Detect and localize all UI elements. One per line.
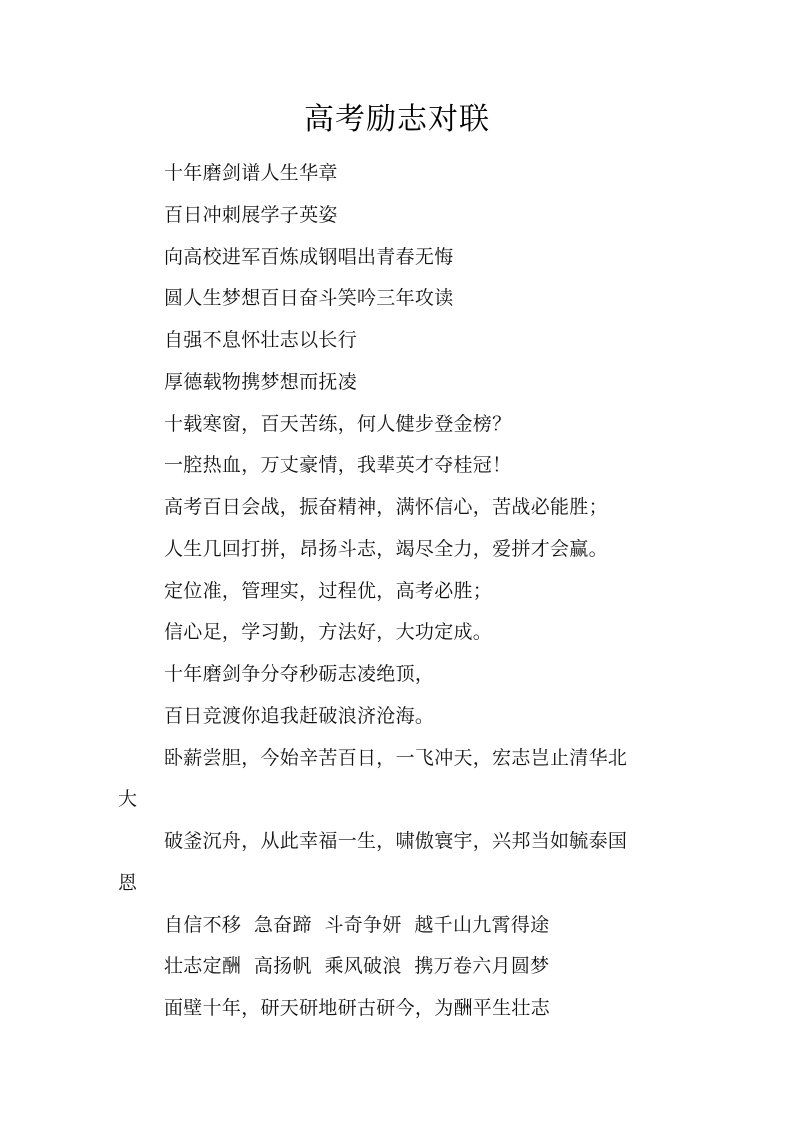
couplet-line: 自强不息怀壮志以长行 bbox=[164, 329, 358, 351]
couplet-line-text: 破釜沉舟，从此幸福一生，啸傲寰宇，兴邦当如毓泰国 bbox=[164, 830, 628, 852]
couplet-line: 定位准，管理实，过程优，高考必胜； bbox=[164, 579, 493, 602]
couplet-line: 人生几回打拼，昂扬斗志，竭尽全力，爱拼才会赢。 bbox=[164, 537, 608, 560]
couplet-line: 信心足，学习勤，方法好，大功定成。 bbox=[164, 621, 493, 644]
couplet-line: 壮志定酬 高扬帆 乘风破浪 携万卷六月圆梦 bbox=[164, 955, 550, 978]
couplet-line: 百日冲刺展学子英姿 bbox=[164, 203, 338, 226]
couplet-line: 向高校进军百炼成钢唱出青春无悔 bbox=[164, 245, 454, 268]
couplet-line-text: 卧薪尝胆，今始辛苦百日，一飞冲天，宏志岂止清华北 bbox=[164, 746, 628, 769]
couplet-line: 百日竞渡你追我赶破浪济沧海。 bbox=[164, 704, 435, 727]
page-title: 高考励志对联 bbox=[304, 102, 490, 137]
couplet-line: 十年磨剑谱人生华章 bbox=[164, 162, 338, 184]
couplet-line: 厚德载物携梦想而抚凌 bbox=[164, 370, 358, 393]
couplet-line: 自信不移 急奋蹄 斗奇争妍 越千山九霄得途 bbox=[164, 913, 550, 936]
couplet-line: 一腔热血，万丈豪情，我辈英才夺桂冠！ bbox=[164, 454, 512, 477]
couplet-line-continuation: 大 bbox=[118, 788, 138, 811]
couplet-line-wrapped bbox=[118, 738, 674, 822]
couplet-line: 高考百日会战，振奋精神，满怀信心，苦战必能胜； bbox=[164, 496, 608, 518]
couplet-line: 十载寒窗，百天苦练，何人健步登金榜？ bbox=[164, 412, 512, 435]
couplet-list bbox=[118, 153, 674, 1030]
couplet-line-wrapped bbox=[118, 821, 674, 905]
couplet-line: 十年磨剑争分夺秒砺志凌绝顶， bbox=[164, 663, 435, 685]
couplet-line: 面壁十年，研天研地研古研今，为酬平生壮志 bbox=[164, 997, 551, 1019]
couplet-line: 圆人生梦想百日奋斗笑吟三年攻读 bbox=[164, 287, 454, 310]
couplet-line-continuation: 恩 bbox=[118, 871, 138, 894]
